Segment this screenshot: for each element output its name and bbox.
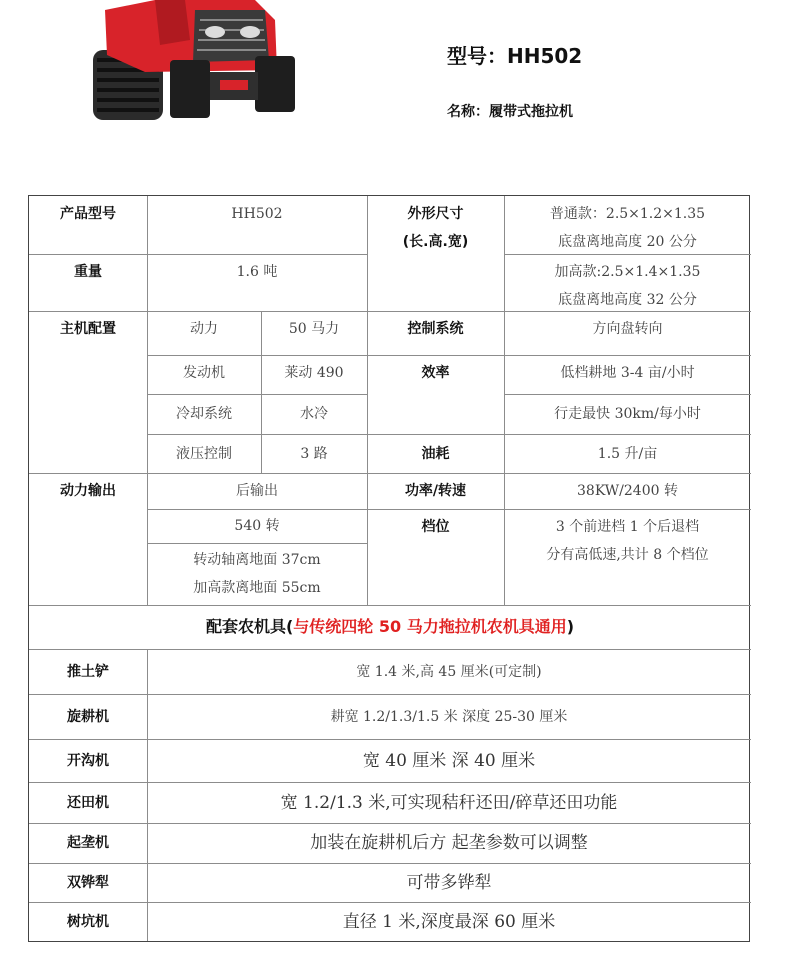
implements-title-end: ) <box>566 617 575 636</box>
dimensions-label <box>367 196 504 311</box>
implements-title <box>29 605 751 649</box>
cooling-value: 水冷 <box>300 406 328 422</box>
dimensions-label-line2: (长.高.宽) <box>402 234 469 250</box>
weight-value: 1.6 吨 <box>236 264 278 280</box>
dimensions-raised-size: 加高款:2.5×1.4×1.35 <box>554 264 701 280</box>
dimensions-raised-clearance: 底盘离地高度 32 公分 <box>558 292 697 308</box>
gear-value-line1: 3 个前进档 1 个后退档 <box>555 519 700 535</box>
pto-label: 动力输出 <box>60 483 116 499</box>
dimensions-standard <box>504 196 751 254</box>
implement-label: 旋耕机 <box>67 708 109 725</box>
implement-value: 直径 1 米,深度最深 60 厘米 <box>342 911 556 932</box>
fuel-label: 油耗 <box>421 445 450 462</box>
implement-value: 宽 1.2/1.3 米,可实现秸秆还田/碎草还田功能 <box>280 792 618 813</box>
product-name: 名称：履带式拖拉机 <box>447 104 573 120</box>
weight-label: 重量 <box>74 264 102 280</box>
tractor-image <box>85 0 300 128</box>
implement-label: 树坑机 <box>67 913 109 930</box>
pto-shaft-height-standard: 转动轴离地面 37cm <box>193 552 321 568</box>
implement-value: 可带多铧犁 <box>406 872 492 893</box>
power-speed-label: 功率/转速 <box>404 483 467 499</box>
gear-label: 档位 <box>421 519 450 535</box>
implement-label: 开沟机 <box>67 752 109 769</box>
engine-label: 发动机 <box>183 365 225 381</box>
hydraulic-value: 3 路 <box>300 445 328 462</box>
efficiency-plowing: 低档耕地 3-4 亩/小时 <box>560 365 695 381</box>
hydraulic-label: 液压控制 <box>176 445 232 462</box>
power-speed-value: 38KW/2400 转 <box>577 483 678 499</box>
dimensions-standard-size: 普通款：2.5×1.2×1.35 <box>549 206 706 222</box>
power-value: 50 马力 <box>288 321 340 337</box>
implement-value: 宽 1.4 米,高 45 厘米(可定制) <box>356 663 542 680</box>
dimensions-label-line1: 外形尺寸 <box>407 206 464 222</box>
dimensions-raised <box>504 254 751 311</box>
implement-label: 双铧犁 <box>67 874 109 891</box>
cooling-label: 冷却系统 <box>176 406 232 422</box>
product-model-label: 产品型号 <box>60 206 116 222</box>
pto-shaft-height-raised: 加高款离地面 55cm <box>193 580 321 596</box>
implements-title-main: 配套农机具( <box>205 617 294 636</box>
implement-value: 宽 40 厘米 深 40 厘米 <box>362 750 536 771</box>
efficiency-travel: 行走最快 30km/每小时 <box>554 406 701 422</box>
gear-value <box>504 509 751 605</box>
implement-value: 加装在旋耕机后方 起垄参数可以调整 <box>310 833 588 853</box>
dimensions-standard-clearance: 底盘离地高度 20 公分 <box>558 234 697 250</box>
pto-rpm: 540 转 <box>234 518 280 534</box>
model-title: 型号：HH502 <box>447 44 583 68</box>
implements-title-highlight: 与传统四轮 50 马力拖拉机农机具通用 <box>293 617 567 636</box>
product-model-value: HH502 <box>231 206 283 222</box>
main-config-label: 主机配置 <box>60 321 116 337</box>
spec-table <box>28 195 750 942</box>
pto-rear-output: 后输出 <box>236 483 278 499</box>
control-system-value: 方向盘转向 <box>592 321 663 337</box>
efficiency-label: 效率 <box>421 365 450 381</box>
fuel-value: 1.5 升/亩 <box>597 445 658 462</box>
implement-label: 还田机 <box>67 794 109 811</box>
control-system-label: 控制系统 <box>407 321 464 337</box>
implement-label: 推土铲 <box>67 663 109 680</box>
implement-value: 耕宽 1.2/1.3/1.5 米 深度 25-30 厘米 <box>330 708 568 725</box>
pto-shaft-height <box>147 543 367 605</box>
implement-label: 起垄机 <box>67 835 109 851</box>
gear-value-line2: 分有高低速,共计 8 个档位 <box>546 547 709 563</box>
engine-value: 莱动 490 <box>284 365 344 381</box>
power-label: 动力 <box>190 321 218 337</box>
